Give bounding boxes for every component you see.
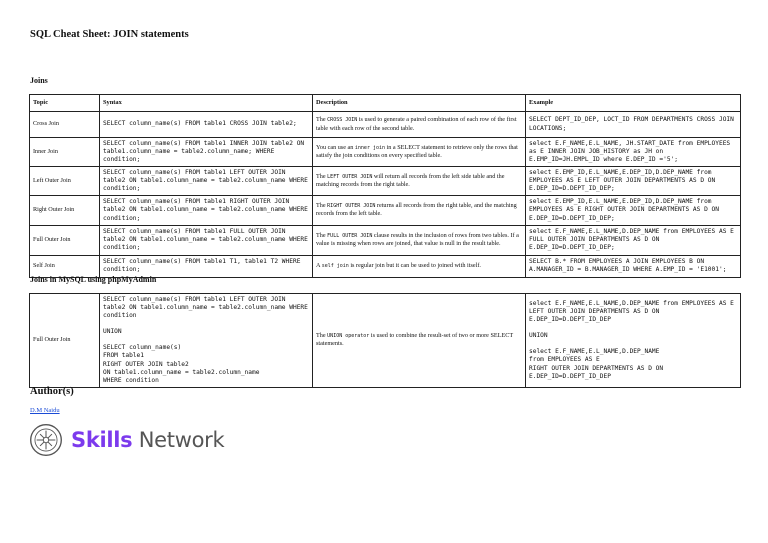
table-row: [30, 167, 741, 196]
joins-table-header-row: [30, 95, 741, 112]
row-topic: Self Join: [30, 255, 100, 277]
row-topic: Full Outer Join: [30, 294, 100, 388]
joins-table: [29, 94, 741, 278]
skills-network-wordmark: Skills Network: [71, 428, 225, 452]
header-example: Example: [526, 95, 741, 112]
inline-code: RIGHT OUTER JOIN: [327, 203, 376, 210]
inline-code: inner join: [354, 145, 386, 152]
row-syntax: SELECT column_name(s) FROM table1 FULL OUTER JOIN table2 ON table1.column_name = table2.column_name WHERE condition;: [100, 225, 313, 255]
header-topic: Topic: [30, 95, 100, 112]
mysql-joins-table: [29, 293, 741, 388]
row-description: The RIGHT OUTER JOIN returns all records from the right table, and the matching records from the left table.: [313, 196, 526, 225]
row-syntax: SELECT column_name(s) FROM table1 LEFT OUTER JOIN table2 ON table1.column_name = table2.column_name WHERE condition;: [100, 167, 313, 196]
row-topic: Inner Join: [30, 138, 100, 167]
row-syntax: SELECT column_name(s) FROM table1 INNER JOIN table2 ON table1.column_name = table2.column_name; WHERE condition;: [100, 138, 313, 167]
table-row: [30, 196, 741, 225]
skills-network-logo: [29, 422, 224, 458]
row-description: You can use an inner join in a SELECT statement to retrieve only the rows that satisfy the join conditions on every specified table.: [313, 138, 526, 167]
row-topic: Cross Join: [30, 112, 100, 138]
header-syntax: Syntax: [100, 95, 313, 112]
row-topic: Left Outer Join: [30, 167, 100, 196]
row-description: The UNION operator is used to combine the result-set of two or more SELECT statements.: [313, 294, 526, 388]
table-row: [30, 255, 741, 277]
row-example: SELECT DEPT_ID_DEP, LOCT_ID FROM DEPARTMENTS CROSS JOIN LOCATIONS;: [526, 112, 741, 138]
inline-code: FULL OUTER JOIN: [327, 233, 373, 239]
row-example: SELECT B.* FROM EMPLOYEES A JOIN EMPLOYEES B ON A.MANAGER_ID = B.MANAGER_ID WHERE A.EMP_ID = 'E1001';: [526, 255, 741, 277]
mysql-joins-heading: Joins in MySQL using phpMyAdmin: [30, 275, 157, 284]
authors-heading: Author(s): [30, 386, 74, 397]
table-row: [30, 294, 741, 388]
header-description: Description: [313, 95, 526, 112]
row-topic: Right Outer Join: [30, 196, 100, 225]
row-description: The FULL OUTER JOIN clause results in the inclusion of rows from two tables. If a value is missing when rows are joined, that value is null in the result table.: [313, 225, 526, 255]
row-example: select E.EMP_ID,E.L_NAME,E.DEP_ID,D.DEP_NAME from EMPLOYEES AS E RIGHT OUTER JOIN DEPARTMENTS AS D ON E.DEP_ID=D.DEPT_ID_DEP;: [526, 196, 741, 225]
row-description: The LEFT OUTER JOIN will return all records from the left side table and the matching records from the right table.: [313, 167, 526, 196]
row-syntax: SELECT column_name(s) FROM table1 CROSS JOIN table2;: [100, 112, 313, 138]
author-link[interactable]: D.M Naidu: [30, 407, 60, 414]
row-syntax: SELECT column_name(s) FROM table1 LEFT OUTER JOIN table2 ON table1.column_name = table2.column_name WHERE condition UNION SELECT column_name(s) FROM table1 RIGHT OUTER JOIN table2 ON table1.column_name = table2.column_name WHERE condition: [100, 294, 313, 388]
inline-code: LEFT OUTER JOIN: [327, 174, 373, 181]
table-row: [30, 112, 741, 138]
row-example: select E.EMP_ID,E.L_NAME,E.DEP_ID,D.DEP_NAME from EMPLOYEES AS E LEFT OUTER JOIN DEPARTMENTS AS D ON E.DEP_ID=D.DEPT_ID_DEP;: [526, 167, 741, 196]
inline-code: UNION operator: [327, 333, 370, 340]
row-example: select E.F_NAME,E.L_NAME,D.DEP_NAME from EMPLOYEES AS E LEFT OUTER JOIN DEPARTMENTS AS D ON E.DEP_ID=D.DEPT_ID_DEP UNION select E.F_NAME,E.L_NAME,D.DEP_NAME from EMPLOYEES AS E RIGHT OUTER JOIN DEPARTMENTS AS D ON E.DEP_ID=D.DEPT_ID_DEP: [526, 294, 741, 388]
inline-code: CROSS JOIN: [327, 117, 358, 124]
joins-heading: Joins: [30, 76, 48, 85]
row-example: select E.F_NAME,E.L_NAME, JH.START_DATE from EMPLOYEES as E INNER JOIN JOB_HISTORY as JH on E.EMP_ID=JH.EMPL_ID where E.DEP_ID ='5';: [526, 138, 741, 167]
inline-code: self join: [321, 263, 349, 270]
row-syntax: SELECT column_name(s) FROM table1 T1, table1 T2 WHERE condition;: [100, 255, 313, 277]
table-row: [30, 138, 741, 167]
row-description: The CROSS JOIN is used to generate a paired combination of each row of the first table with each row of the second table.: [313, 112, 526, 138]
row-example: select E.F_NAME,E.L_NAME,D.DEP_NAME from EMPLOYEES AS E FULL OUTER JOIN DEPARTMENTS AS D ON E.DEP_ID=D.DEPT_ID_DEP;: [526, 225, 741, 255]
row-description: A self join is regular join but it can be used to joined with itself.: [313, 255, 526, 277]
skills-network-logo-icon: [29, 423, 63, 457]
table-row: [30, 225, 741, 255]
row-topic: Full Outer Join: [30, 225, 100, 255]
page-title: SQL Cheat Sheet: JOIN statements: [30, 29, 189, 40]
row-syntax: SELECT column_name(s) FROM table1 RIGHT OUTER JOIN table2 ON table1.column_name = table2.column_name WHERE condition;: [100, 196, 313, 225]
